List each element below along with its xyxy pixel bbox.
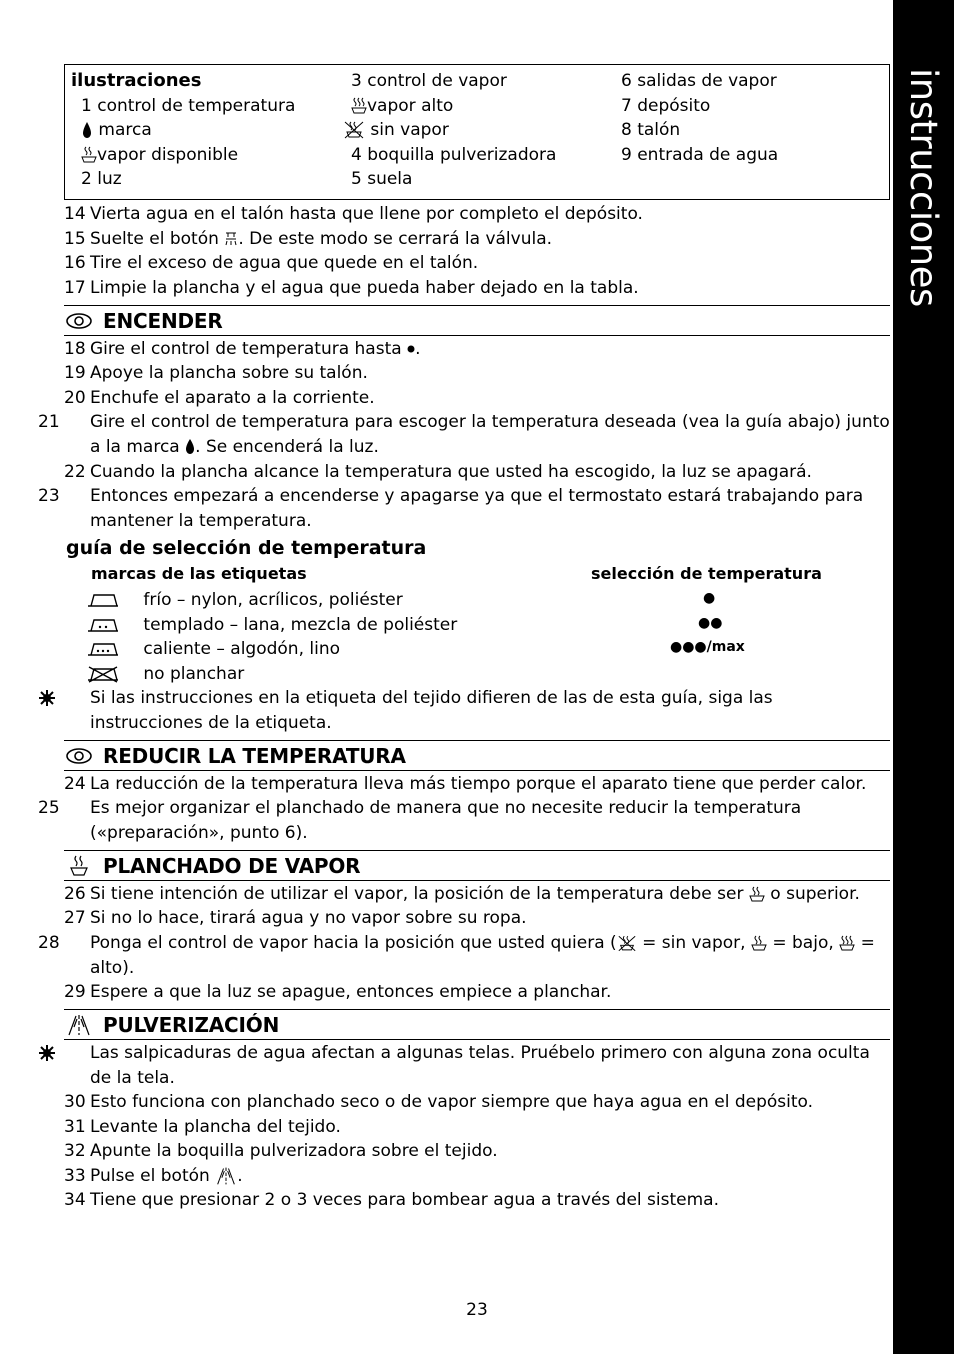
illustrations-col-3 (621, 69, 778, 167)
step-14: 14 Vierta agua en el talón hasta que llene por completo el depósito. (64, 204, 643, 224)
illustrations-col-2 (343, 69, 556, 192)
illustration-item: sin vapor (343, 118, 556, 143)
dot-icon (407, 345, 415, 353)
no-steam-icon (617, 935, 637, 952)
spray-icon (64, 1015, 94, 1035)
step-23: 23 Entonces empezará a encenderse y apagarse ya que el termostato estará trabajando para mantener la temperatura. (38, 486, 864, 531)
eye-icon (64, 746, 94, 766)
guide-row-hot: caliente – algodón, lino (86, 637, 912, 662)
step-27: 27 Si no lo hace, tirará agua y no vapor sobre su ropa. (64, 908, 527, 928)
illustration-item: marca (71, 118, 295, 143)
section-title: REDUCIR LA TEMPERATURA (103, 744, 406, 768)
illustration-item: 1 control de temperatura (81, 95, 296, 116)
section-title: ENCENDER (103, 309, 223, 333)
section-header-vapor (64, 850, 890, 881)
low-steam-icon (751, 935, 767, 952)
section-header-reducir (64, 740, 890, 771)
step-31: 31 Levante la plancha del tejido. (64, 1117, 341, 1137)
section-title: PULVERIZACIÓN (103, 1013, 280, 1037)
illustration-item: vapor disponible (71, 143, 295, 168)
step-21: 21 Gire el control de temperatura para escoger la temperatura deseada (vea la guía abajo) junto a la marca . Se encenderá la luz. (38, 412, 890, 457)
illustration-item: 7 depósito (621, 95, 711, 116)
step-25: 25 Es mejor organizar el planchado de manera que no necesite reducir la temperatura («preparación», punto 6). (38, 798, 802, 843)
guide-row-no-iron: no planchar (86, 662, 912, 687)
drop-icon (185, 438, 195, 455)
illustrations-title: ilustraciones (71, 70, 202, 91)
step-16: 16 Tire el exceso de agua que quede en el talón. (64, 253, 479, 273)
illustration-item: vapor alto (343, 94, 556, 119)
step-15: 15 Suelte el botón . De este modo se cerrará la válvula. (64, 229, 553, 249)
illustrations-col-1 (71, 69, 295, 192)
section-title: PLANCHADO DE VAPOR (103, 854, 361, 878)
no-steam-icon (343, 121, 365, 139)
step-19: 19 Apoye la plancha sobre su talón. (64, 363, 368, 383)
guide-col-left-header: marcas de las etiquetas (91, 564, 307, 583)
step-33: 33 Pulse el botón . (64, 1166, 243, 1186)
step-34: 34 Tiene que presionar 2 o 3 veces para bombear agua a través del sistema. (64, 1190, 719, 1210)
illustration-item: 3 control de vapor (351, 71, 507, 91)
step-28: 28 Ponga el control de vapor hacia la posición que usted quiera ( = sin vapor, = bajo, = alto). (38, 933, 875, 978)
illustration-item: 2 luz (81, 169, 122, 190)
iron-warm-icon (86, 616, 120, 634)
page-number: 23 (466, 1300, 488, 1320)
warning-star-icon (38, 689, 56, 707)
setting-one-dot: ● (703, 590, 716, 606)
setting-two-dots: ●● (698, 615, 723, 631)
fill-button-icon (224, 231, 238, 247)
steam-icon (749, 886, 765, 903)
steam-icon (81, 146, 97, 164)
spray-note: Las salpicaduras de agua afectan a algunas telas. Pruébelo primero con alguna zona oculta de la tela. (64, 1041, 890, 1090)
iron-hot-icon (86, 640, 120, 658)
step-26: 26 Si tiene intención de utilizar el vapor, la posición de la temperatura debe ser o superior. (64, 884, 860, 904)
setting-three-dots-max: ●●●/max (670, 639, 745, 655)
eye-icon (64, 311, 94, 331)
spray-icon (215, 1166, 237, 1186)
high-steam-icon (351, 97, 367, 115)
section-header-encender (64, 305, 890, 336)
step-20: 20 Enchufe el aparato a la corriente. (64, 388, 375, 408)
side-tab-label: instrucciones (902, 68, 945, 307)
illustration-item: 9 entrada de agua (621, 144, 779, 165)
illustration-item: 6 salidas de vapor (621, 71, 777, 91)
illustrations-box (64, 64, 890, 200)
guide-title: guía de selección de temperatura (66, 537, 427, 559)
steam-icon (64, 856, 94, 876)
step-22: 22 Cuando la plancha alcance la temperatura que usted ha escogido, la luz se apagará. (64, 462, 812, 482)
high-steam-icon (839, 935, 855, 952)
step-30: 30 Esto funciona con planchado seco o de vapor siempre que haya agua en el depósito. (64, 1092, 814, 1112)
iron-crossed-icon (86, 665, 120, 683)
illustration-item: 5 suela (351, 169, 413, 190)
section-header-pulverizacion (64, 1009, 890, 1040)
step-32: 32 Apunte la boquilla pulverizadora sobre el tejido. (64, 1141, 498, 1161)
warning-star-icon (38, 1044, 56, 1062)
step-17: 17 Limpie la plancha y el agua que pueda haber dejado en la tabla. (64, 278, 639, 298)
illustration-item: 8 talón (621, 120, 681, 141)
illustration-item: 4 boquilla pulverizadora (351, 144, 557, 165)
guide-row-warm: templado – lana, mezcla de poliéster (86, 613, 912, 638)
step-29: 29 Espere a que la luz se apague, entonces empiece a planchar. (64, 982, 612, 1002)
step-18: 18 Gire el control de temperatura hasta . (64, 339, 421, 359)
drop-icon (81, 121, 93, 139)
guide-row-cold: frío – nylon, acrílicos, poliéster (86, 588, 912, 613)
guide-note: Si las instrucciones en la etiqueta del tejido difieren de las de esta guía, siga las instrucciones de la etiqueta. (64, 686, 890, 735)
iron-cold-icon (86, 591, 120, 609)
guide-col-right-header: selección de temperatura (591, 564, 822, 583)
step-24: 24 La reducción de la temperatura lleva más tiempo porque el aparato tiene que perder calor. (64, 774, 867, 794)
